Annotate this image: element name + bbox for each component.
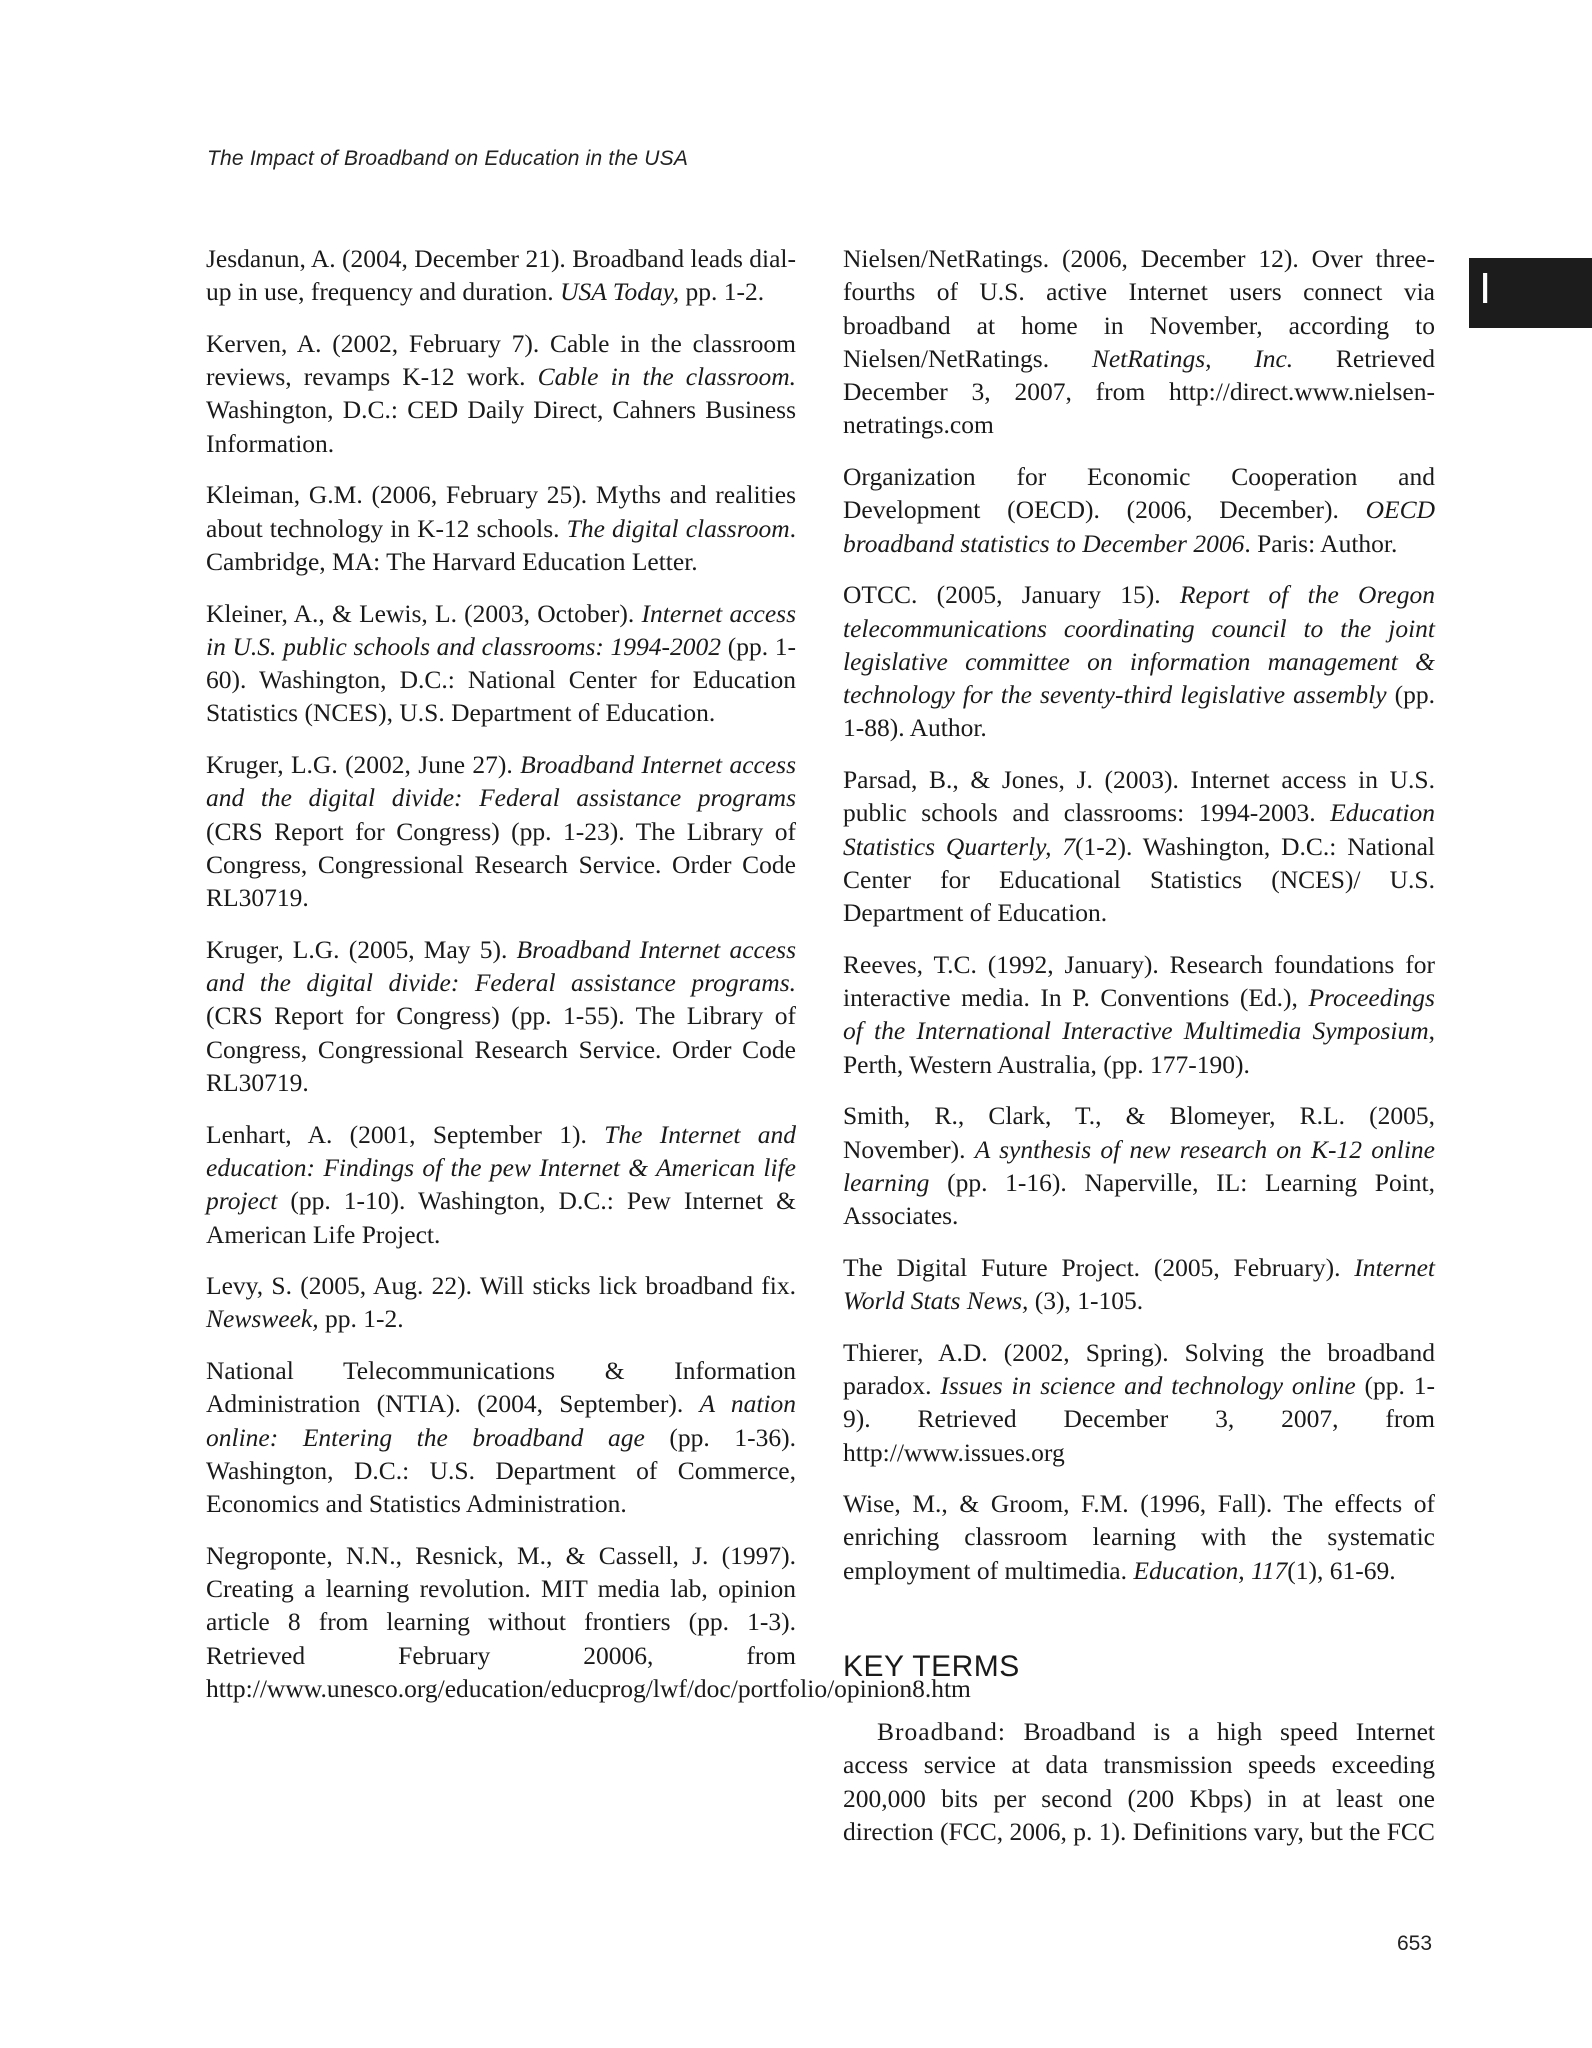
reference-entry: Smith, R., Clark, T., & Blomeyer, R.L. (2005, November). A synthesis of new research on K-12 online learning (pp. 1-16). Naperville, IL: Learning Point, Associates.: [843, 1101, 1435, 1231]
reference-entry: Wise, M., & Groom, F.M. (1996, Fall). The effects of enriching classroom learning with the systematic employment of multimedia. Education, 117(1), 61-69.: [843, 1489, 1435, 1585]
reference-entry: Thierer, A.D. (2002, Spring). Solving the broadband paradox. Issues in science and technology online (pp. 1-9). Retrieved December 3, 2007, from http://www.issues.org: [843, 1337, 1435, 1467]
reference-entry: Kruger, L.G. (2005, May 5). Broadband Internet access and the digital divide: Federal assistance programs. (CRS Report for Congress) (pp. 1-55). The Library of Congress, Congressional Research Service. Order Code RL30719.: [206, 934, 797, 1098]
reference-entry: Organization for Economic Cooperation and Development (OECD). (2006, December). OECD broadband statistics to December 2006. Paris: Author.: [843, 462, 1435, 558]
reference-entry: National Telecommunications & Information Administration (NTIA). (2004, September). A nation online: Entering the broadband age (pp. 1-36). Washington, D.C.: U.S. Department of Commerce, Economics and Statistics Administration.: [206, 1355, 796, 1519]
thumb-tab: [1469, 258, 1592, 328]
reference-entry: Reeves, T.C. (1992, January). Research foundations for interactive media. In P. Conventions (Ed.), Proceedings of the International Interactive Multimedia Symposium, Perth, Western Australia, (pp. 177-190).: [843, 949, 1435, 1079]
reference-entry: Negroponte, N.N., Resnick, M., & Cassell, J. (1997). Creating a learning revolution. MIT media lab, opinion article 8 from learning without frontiers (pp. 1-3). Retrieved February 20006, from http://www.unesco.org/education/educprog/lwf/doc/portfolio/opinion8.htm: [206, 1540, 971, 1703]
thumb-tab-letter: I: [1479, 264, 1492, 313]
reference-entry: Kleiner, A., & Lewis, L. (2003, October). Internet access in U.S. public schools and classrooms: 1994-2002 (pp. 1-60). Washington, D.C.: National Center for Education Statistics (NCES), U.S. Department of Education.: [206, 598, 796, 728]
reference-entry: Lenhart, A. (2001, September 1). The Internet and education: Findings of the pew Internet & American life project (pp. 1-10). Washington, D.C.: Pew Internet & American Life Project.: [206, 1119, 796, 1249]
reference-entry: Jesdanun, A. (2004, December 21). Broadband leads dial-up in use, frequency and duration. USA Today, pp. 1-2.: [206, 244, 796, 307]
reference-entry: Kruger, L.G. (2002, June 27). Broadband Internet access and the digital divide: Federal assistance programs (CRS Report for Congress) (pp. 1-23). The Library of Congress, Congressional Research Service. Order Code RL30719.: [206, 750, 796, 913]
key-term-name: Broadband:: [877, 1717, 1006, 1747]
reference-entry: Nielsen/NetRatings. (2006, December 12). Over three-fourths of U.S. active Internet users connect via broadband at home in November, according to Nielsen/NetRatings. NetRatings, Inc. Retrieved December 3, 2007, from http://direct.www.nielsen-netratings.com: [843, 244, 1436, 440]
running-head: The Impact of Broadband on Education in the USA: [207, 147, 689, 170]
key-term-definition: Broadband: Broadband is a high speed Internet access service at data transmission speeds exceeding 200,000 bits per second (200 Kbps) in at least one direction (FCC, 2006, p. 1). Definitions vary, but the FCC: [843, 1717, 1435, 1846]
key-terms-heading: KEY TERMS: [843, 1650, 1020, 1684]
reference-entry: Kleiman, G.M. (2006, February 25). Myths and realities about technology in K-12 schools. The digital classroom. Cambridge, MA: The Harvard Education Letter.: [206, 480, 796, 576]
reference-entry: OTCC. (2005, January 15). Report of the Oregon telecommunications coordinating council to the joint legislative committee on information management & technology for the seventy-third legislative assembly (pp. 1-88). Author.: [843, 580, 1435, 743]
references-right-column: [843, 242, 1435, 1848]
reference-entry: Parsad, B., & Jones, J. (2003). Internet access in U.S. public schools and classrooms: 1994-2003. Education Statistics Quarterly, 7(1-2). Washington, D.C.: National Center for Educational Statistics (NCES)/ U.S. Department of Education.: [843, 765, 1436, 928]
reference-entry: The Digital Future Project. (2005, February). Internet World Stats News, (3), 1-105.: [843, 1252, 1435, 1316]
reference-entry: Kerven, A. (2002, February 7). Cable in the classroom reviews, revamps K-12 work. Cable in the classroom. Washington, D.C.: CED Daily Direct, Cahners Business Information.: [206, 328, 796, 458]
page-number: 653: [1397, 1932, 1433, 1955]
reference-entry: Levy, S. (2005, Aug. 22). Will sticks lick broadband fix. Newsweek, pp. 1-2.: [206, 1271, 796, 1334]
